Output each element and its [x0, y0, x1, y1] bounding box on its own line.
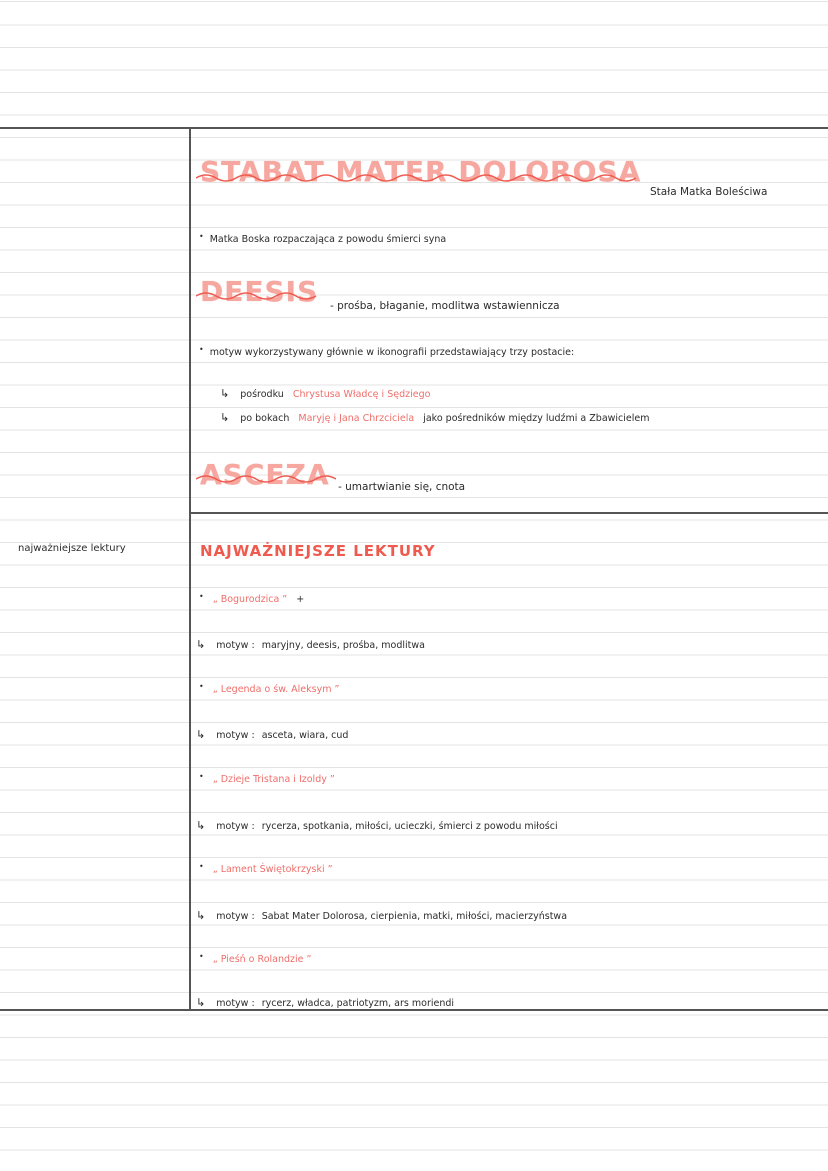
asceza-strike-doodle — [196, 473, 336, 485]
deesis-sub-1 — [220, 387, 430, 400]
side-note: najważniejsze lektury — [18, 543, 126, 554]
motif-label: motyw : — [216, 998, 255, 1009]
margin-line — [189, 127, 191, 1010]
motif-label: motyw : — [216, 730, 255, 741]
lektura-title-row — [199, 954, 311, 965]
deesis-strike-doodle — [196, 290, 321, 302]
lektura-motif-row — [196, 909, 567, 922]
stabat-translation — [650, 186, 767, 198]
lektura-title: „ Lament Świętokrzyski ” — [212, 864, 333, 875]
lektura-motif-row — [196, 819, 558, 832]
lektura-motif-row — [196, 996, 454, 1009]
motif-text: rycerza, spotkania, miłości, ucieczki, śmierci z powodu miłości — [261, 821, 558, 832]
deesis-sub-1-a: pośrodku — [240, 389, 284, 400]
lektura-extra: + — [296, 594, 305, 605]
deesis-sub-2 — [220, 411, 650, 424]
lektura-motif-row — [196, 728, 348, 741]
motif-label: motyw : — [216, 640, 255, 651]
lektura-title-row — [199, 684, 339, 695]
deesis-sub-1-b: Chrystusa Władcę i Sędziego — [292, 389, 431, 400]
motif-text: asceta, wiara, cud — [261, 730, 349, 741]
lektura-motif-row — [196, 638, 425, 651]
arrow-icon: ↳ — [196, 638, 206, 651]
lektura-title-row — [199, 774, 335, 785]
deesis-sub-2-b: Maryję i Jana Chrzciciela — [298, 413, 415, 424]
arrow-icon: ↳ — [220, 387, 230, 400]
lektury-title: NAJWAŻNIEJSZE LEKTURY — [200, 542, 436, 560]
lektura-title-row — [199, 594, 304, 605]
motif-text: Sabat Mater Dolorosa, cierpienia, matki, miłości, macierzyństwa — [261, 911, 568, 922]
deesis-definition: - prośba, błaganie, modlitwa wstawiennicza — [330, 300, 560, 312]
lektura-title-row — [199, 864, 333, 875]
deesis-heading: DEESIS — [200, 275, 319, 308]
stabat-translation-text: Stała Matka Boleściwa — [650, 186, 768, 198]
deesis-sub-2-a: po bokach — [240, 413, 290, 424]
top-frame-line — [0, 127, 828, 129]
lektura-title: „ Dzieje Tristana i Izoldy ” — [212, 774, 335, 785]
lektura-title: „ Bogurodzica ” — [212, 594, 288, 605]
arrow-icon: ↳ — [196, 819, 206, 832]
motif-label: motyw : — [216, 821, 255, 832]
stabat-bullet: • Matka Boska rozpaczająca z powodu śmierci syna — [199, 234, 446, 245]
section-divider — [189, 512, 828, 514]
lektura-title: „ Pieśń o Rolandzie ” — [212, 954, 312, 965]
asceza-definition: - umartwianie się, cnota — [338, 481, 466, 493]
deesis-bullet: • motyw wykorzystywany głównie w ikonografii przedstawiający trzy postacie: — [199, 347, 574, 358]
arrow-icon: ↳ — [196, 909, 206, 922]
asceza-heading: ASCEZA — [200, 458, 330, 491]
stabat-heading-block — [200, 155, 642, 188]
arrow-icon: ↳ — [220, 411, 230, 424]
deesis-heading-block — [200, 275, 319, 308]
motif-text: rycerz, władca, patriotyzm, ars moriendi — [261, 998, 455, 1009]
lektura-title: „ Legenda o św. Aleksym ” — [212, 684, 340, 695]
motif-label: motyw : — [216, 911, 255, 922]
stabat-strike-doodle — [196, 172, 636, 184]
arrow-icon: ↳ — [196, 996, 206, 1009]
deesis-sub-2-c: jako pośredników między ludźmi a Zbawicielem — [423, 413, 650, 424]
asceza-heading-block — [200, 458, 330, 491]
bottom-frame-line — [0, 1009, 828, 1011]
arrow-icon: ↳ — [196, 728, 206, 741]
stabat-heading: STABAT MATER DOLOROSA — [200, 155, 642, 188]
motif-text: maryjny, deesis, prośba, modlitwa — [261, 640, 425, 651]
